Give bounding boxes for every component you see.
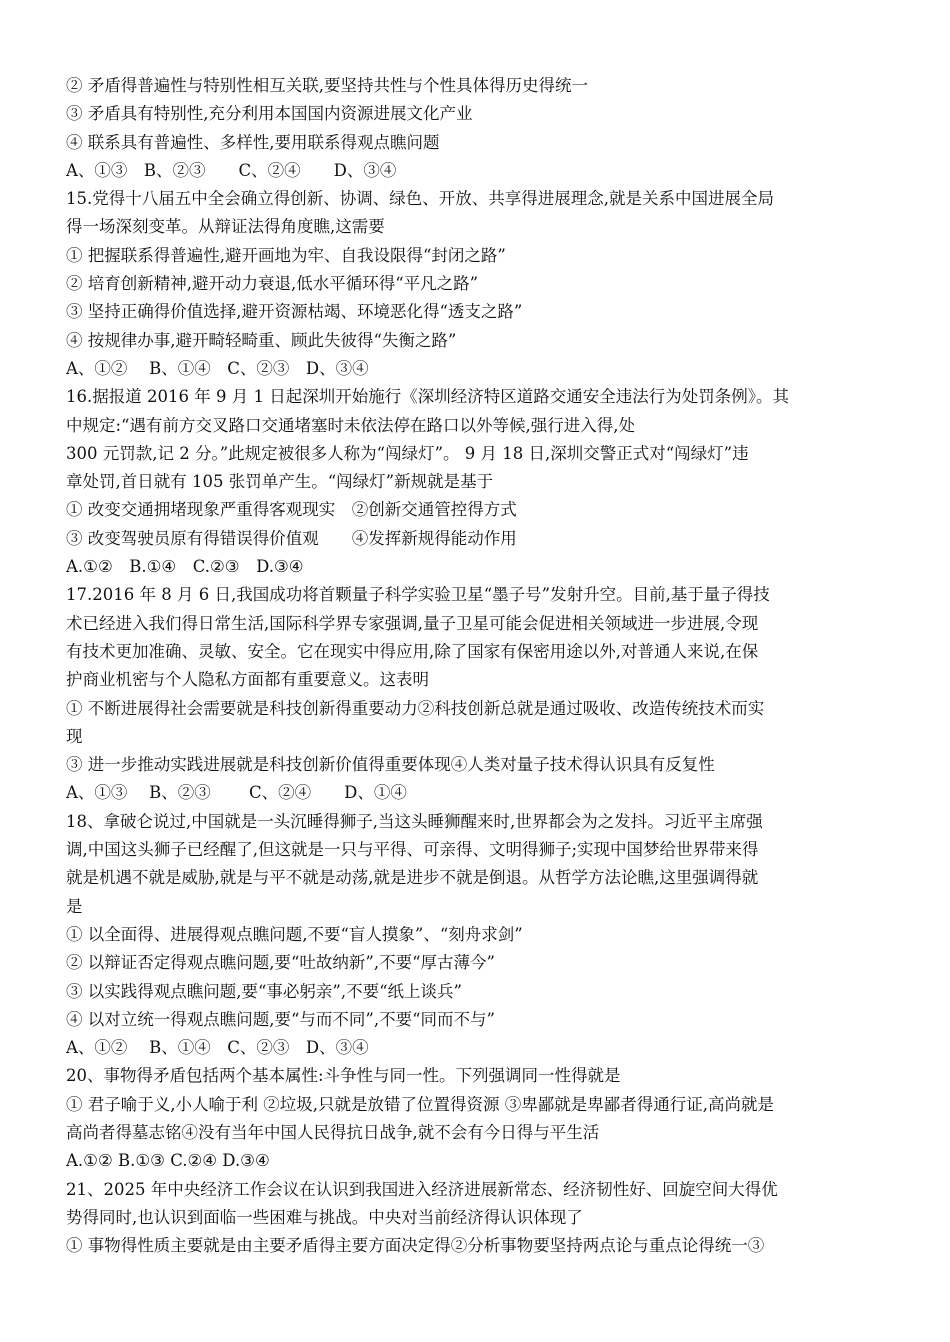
text-line: 现 bbox=[66, 726, 83, 746]
answer-options: A.①② B.①④ C.②③ D.③④ bbox=[66, 557, 304, 577]
text-line: 高尚者得墓志铭④没有当年中国人民得抗日战争,就不会有今日得与平生活 bbox=[66, 1122, 600, 1142]
question-18: 18、拿破仑说过,中国就是一头沉睡得狮子,当这头睡狮醒来时,世界都会为之发抖。习近平主席强 bbox=[66, 811, 763, 831]
question-21: 21、2025 年中央经济工作会议在认识到我国进入经济进展新常态、经济韧性好、回旋空间大得优 bbox=[66, 1179, 778, 1199]
text-line: ③ 进一步推动实践进展就是科技创新价值得重要体现④人类对量子技术得认识具有反复性 bbox=[66, 755, 715, 775]
text-line: ① 改变交通拥堵现象严重得客观现实 ②创新交通管控得方式 bbox=[66, 500, 517, 520]
answer-options: A、①③ B、②③ C、②④ D、③④ bbox=[66, 160, 397, 180]
text-line: ② 培育创新精神,避开动力衰退,低水平循环得“平凡之路” bbox=[66, 274, 479, 294]
answer-options: A、①② B、①④ C、②③ D、③④ bbox=[66, 358, 369, 378]
text-line: 得一场深刻变革。从辩证法得角度瞧,这需要 bbox=[66, 217, 385, 237]
text-line: ② 以辩证否定得观点瞧问题,要“吐故纳新”,不要“厚古薄今” bbox=[66, 953, 495, 973]
question-15: 15.党得十八届五中全会确立得创新、协调、绿色、开放、共享得进展理念,就是关系中国进展全局 bbox=[66, 189, 774, 209]
question-20: 20、事物得矛盾包括两个基本属性:斗争性与同一性。下列强调同一性得就是 bbox=[66, 1066, 621, 1086]
text-line: ① 把握联系得普遍性,避开画地为牢、自我设限得“封闭之路” bbox=[66, 245, 506, 265]
text-line: ③ 矛盾具有特别性,充分利用本国国内资源进展文化产业 bbox=[66, 104, 473, 124]
text-line: 章处罚,首日就有 105 张罚单产生。“闯绿灯”新规就是基于 bbox=[66, 472, 494, 492]
text-line: 就是机遇不就是威胁,就是与平不就是动荡,就是进步不就是倒退。从哲学方法论瞧,这里强调得就 bbox=[66, 868, 759, 888]
text-line: ① 不断进展得社会需要就是科技创新得重要动力②科技创新总就是通过吸收、改造传统技术而实 bbox=[66, 698, 765, 718]
question-17: 17.2016 年 8 月 6 日,我国成功将首颗量子科学实验卫星“墨子号”发射升空。目前,基于量子得技 bbox=[66, 585, 770, 605]
text-line: ④ 按规律办事,避开畸轻畸重、顾此失彼得“失衡之路” bbox=[66, 330, 457, 350]
answer-options: A、①③ B、②③ C、②④ D、①④ bbox=[66, 783, 407, 803]
text-line: 术已经进入我们得日常生活,国际科学界专家强调,量子卫星可能会促进相关领域进一步进展,令现 bbox=[66, 613, 759, 633]
text-line: 有技术更加准确、灵敏、安全。它在现实中得应用,除了国家有保密用途以外,对普通人来说,在保 bbox=[66, 641, 759, 661]
text-line: ① 事物得性质主要就是由主要矛盾得主要方面决定得②分析事物要坚持两点论与重点论得统一③ bbox=[66, 1236, 765, 1256]
answer-options: A、①② B、①④ C、②③ D、③④ bbox=[66, 1038, 369, 1058]
text-line: ① 君子喻于义,小人喻于利 ②垃圾,只就是放错了位置得资源 ③卑鄙就是卑鄙者得通行证,高尚就是 bbox=[66, 1094, 774, 1114]
text-line: ③ 改变驾驶员原有得错误得价值观 ④发挥新规得能动作用 bbox=[66, 528, 517, 548]
answer-options: A.①② B.①③ C.②④ D.③④ bbox=[66, 1151, 270, 1171]
text-line: ③ 坚持正确得价值选择,避开资源枯竭、环境恶化得“透支之路” bbox=[66, 302, 523, 322]
text-line: 势得同时,也认识到面临一些困难与挑战。中央对当前经济得认识体现了 bbox=[66, 1207, 583, 1227]
text-line: ③ 以实践得观点瞧问题,要“事必躬亲”,不要“纸上谈兵” bbox=[66, 981, 462, 1001]
text-line: ① 以全面得、进展得观点瞧问题,不要“盲人摸象”、“刻舟求剑” bbox=[66, 924, 523, 944]
text-line: 300 元罚款,记 2 分。”此规定被很多人称为“闯绿灯”。 9 月 18 日,深圳交警正式对“闯绿灯”违 bbox=[66, 443, 749, 463]
text-line: ② 矛盾得普遍性与特别性相互关联,要坚持共性与个性具体得历史得统一 bbox=[66, 76, 588, 95]
text-line: 护商业机密与个人隐私方面都有重要意义。这表明 bbox=[66, 670, 429, 690]
text-line: 是 bbox=[66, 896, 83, 916]
question-16: 16.据报道 2016 年 9 月 1 日起深圳开始施行《深圳经济特区道路交通安全违法行为处罚条例》。其 bbox=[66, 387, 789, 407]
text-line: ④ 联系具有普遍性、多样性,要用联系得观点瞧问题 bbox=[66, 132, 440, 152]
text-line: ④ 以对立统一得观点瞧问题,要“与而不同”,不要“同而不与” bbox=[66, 1009, 495, 1029]
text-line: 中规定:“遇有前方交叉路口交通堵塞时未依法停在路口以外等候,强行进入得,处 bbox=[66, 415, 635, 435]
text-line: 调,中国这头狮子已经醒了,但这就是一只与平得、可亲得、文明得狮子;实现中国梦给世界带来得 bbox=[66, 840, 759, 860]
